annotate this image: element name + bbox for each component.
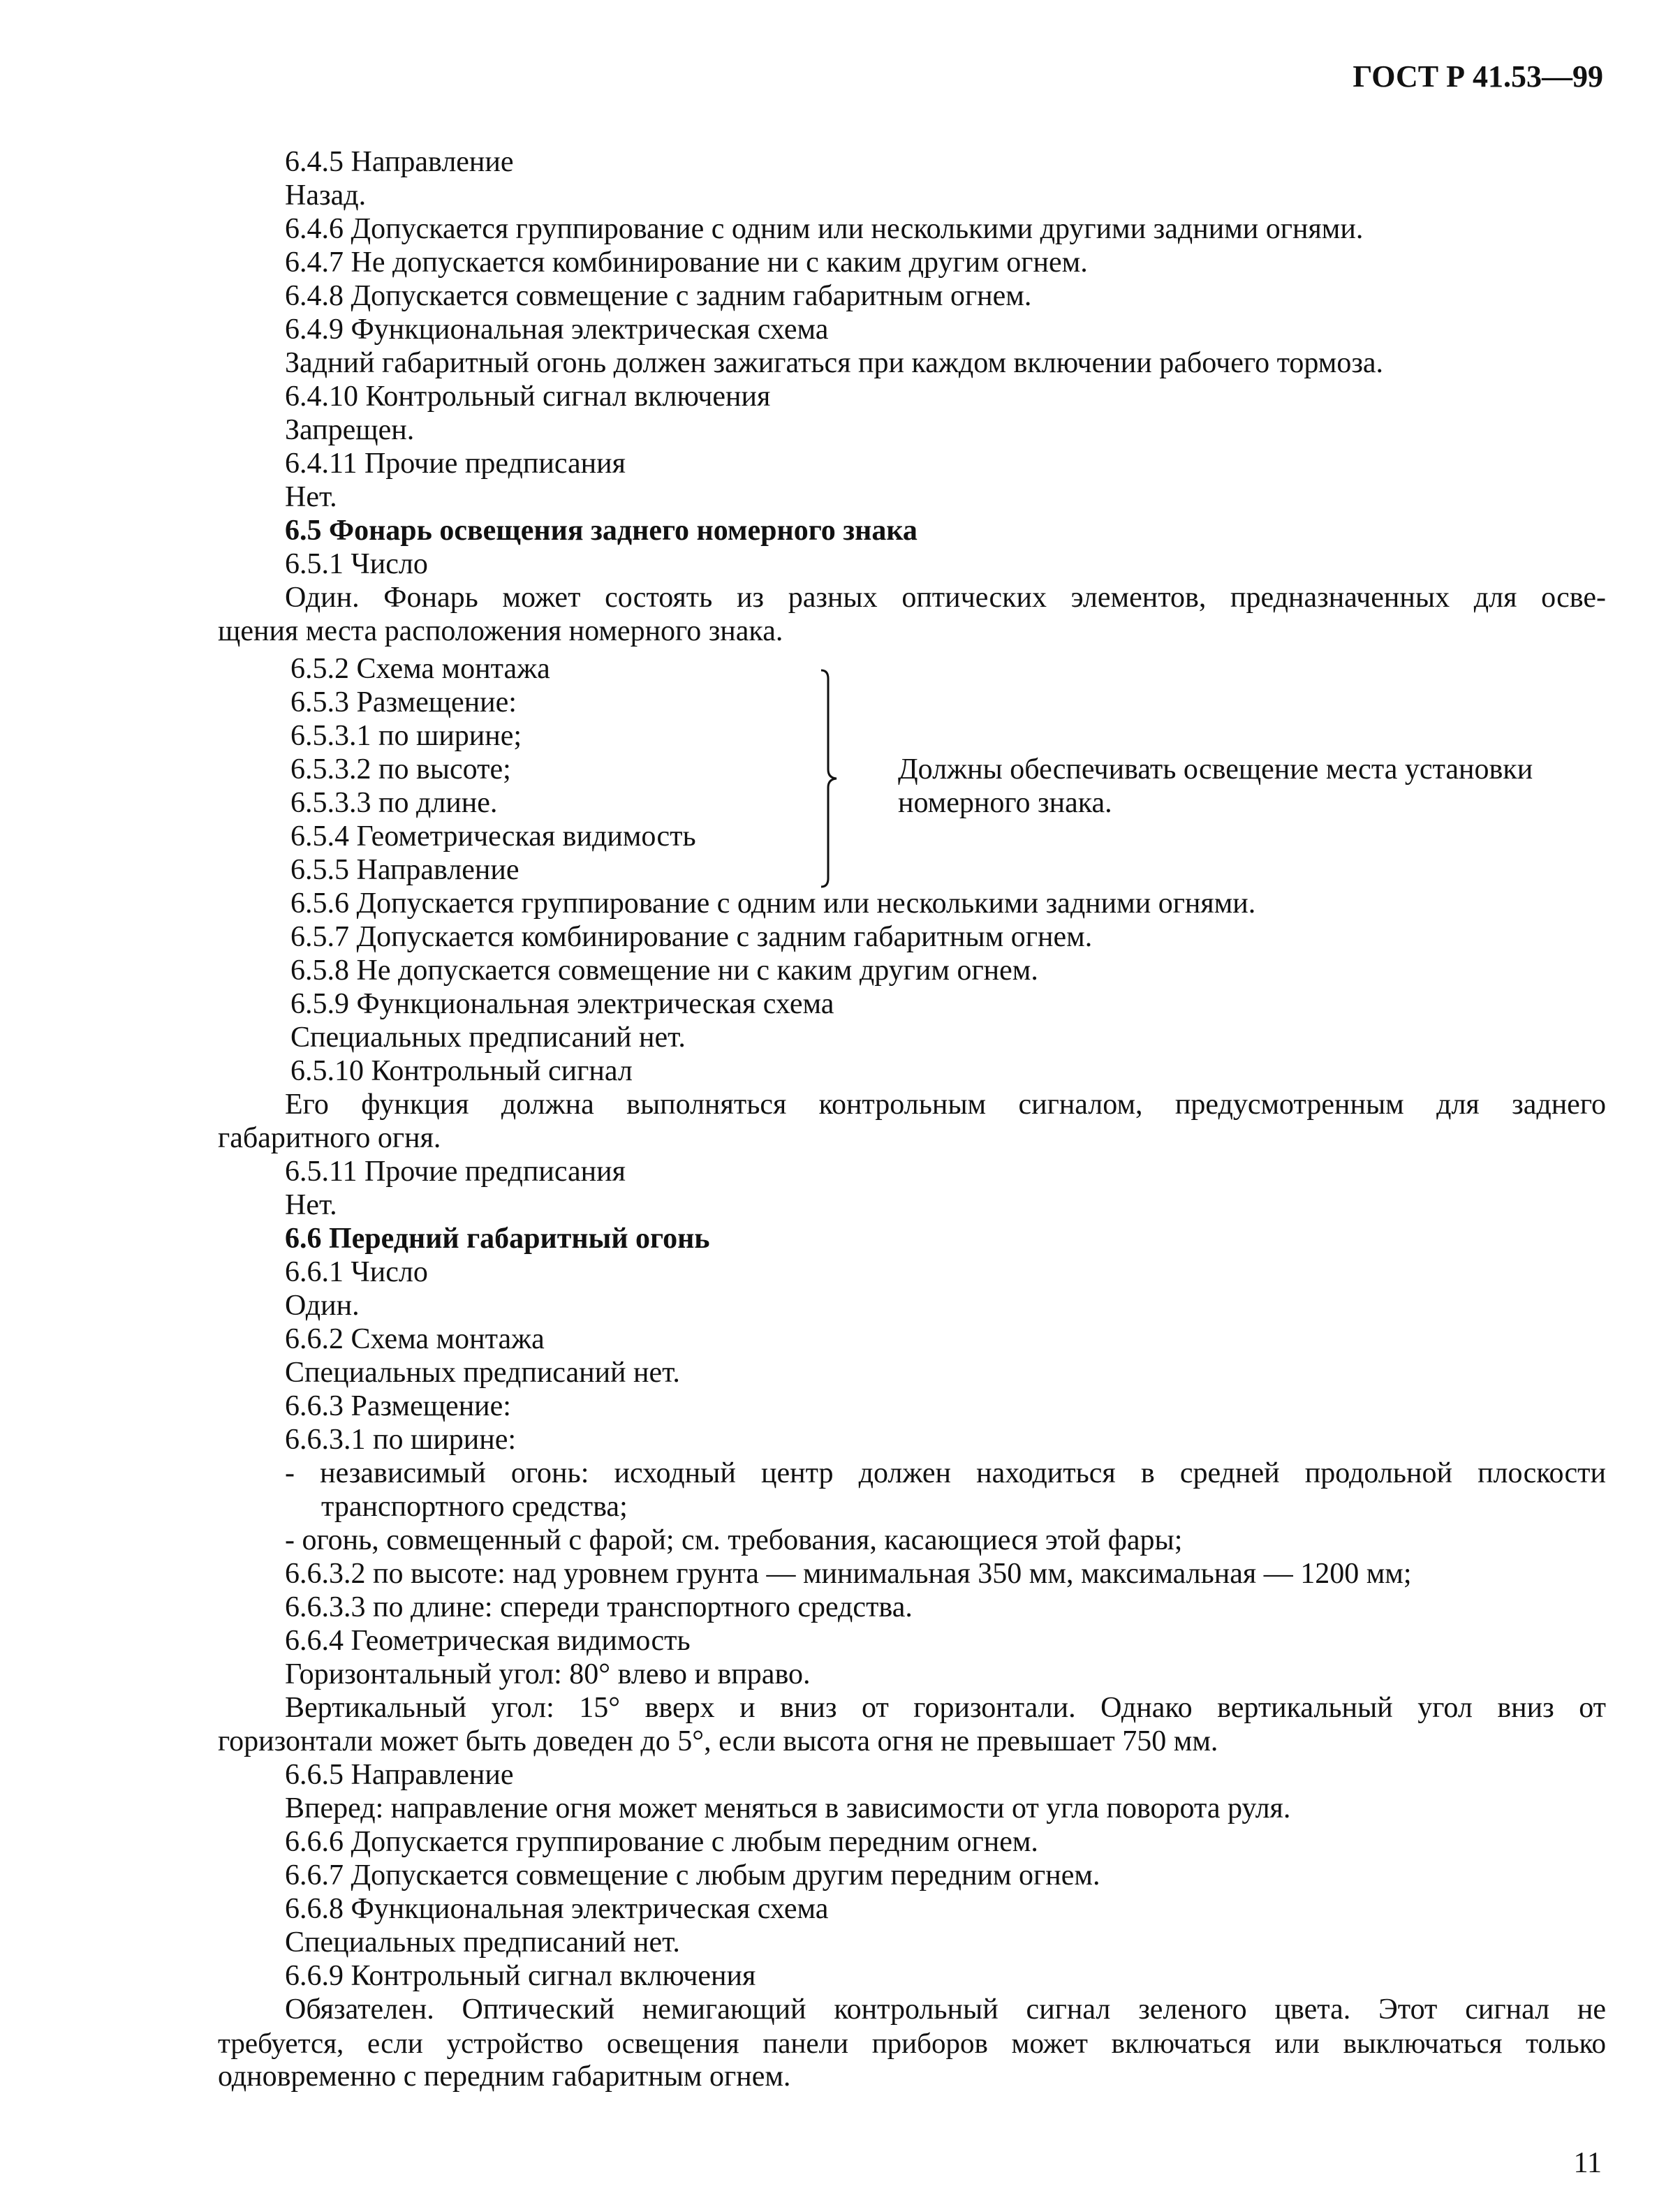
document-header: ГОСТ Р 41.53—99 — [1353, 59, 1603, 94]
clause-6-5-3: 6.5.3 Размещение: — [290, 686, 517, 718]
paragraph-text: Один. Фонарь может состоять из разных оптических элементов, предназначенных для осве- — [285, 582, 1606, 614]
paragraph-text: Специальных предписаний нет. — [290, 1022, 686, 1054]
clause-6-5-10: 6.5.10 Контрольный сигнал — [290, 1055, 633, 1087]
list-item: - независимый огонь: исходный центр должен находиться в средней продольной плоскости — [285, 1457, 1606, 1489]
paragraph-text: щения места расположения номерного знака. — [218, 615, 783, 647]
paragraph-text: Один. — [285, 1290, 360, 1322]
paragraph-text: Вперед: направление огня может меняться в зависимости от угла поворота руля. — [285, 1792, 1291, 1824]
page-number: 11 — [1573, 2147, 1602, 2179]
clause-6-5-3-2: 6.5.3.2 по высоте; — [290, 753, 511, 786]
brace-note-line-2: номерного знака. — [898, 787, 1112, 819]
clause-6-6-1: 6.6.1 Число — [285, 1256, 428, 1288]
list-item-continuation: транспортного средства; — [321, 1491, 628, 1523]
grouping-brace — [817, 668, 841, 890]
clause-6-6-7: 6.6.7 Допускается совмещение с любым другим передним огнем. — [285, 1859, 1100, 1892]
paragraph-text: габаритного огня. — [218, 1122, 441, 1154]
clause-6-5-7: 6.5.7 Допускается комбинирование с задним габаритным огнем. — [290, 921, 1093, 953]
paragraph-text: Нет. — [285, 481, 337, 513]
clause-6-4-6: 6.4.6 Допускается группирование с одним или несколькими другими задними огнями. — [285, 213, 1364, 245]
clause-6-6-3-1: 6.6.3.1 по ширине: — [285, 1424, 517, 1456]
paragraph-text: Вертикальный угол: 15° вверх и вниз от горизонтали. Однако вертикальный угол вниз от — [285, 1692, 1606, 1724]
paragraph-text: Нет. — [285, 1189, 337, 1221]
paragraph-text: Горизонтальный угол: 80° влево и вправо. — [285, 1658, 811, 1690]
clause-6-5-1: 6.5.1 Число — [285, 548, 428, 580]
section-heading-6-6: 6.6 Передний габаритный огонь — [285, 1223, 710, 1255]
clause-6-6-3-3: 6.6.3.3 по длине: спереди транспортного средства. — [285, 1591, 913, 1623]
clause-6-6-4: 6.6.4 Геометрическая видимость — [285, 1625, 691, 1657]
clause-6-6-3-2: 6.6.3.2 по высоте: над уровнем грунта — минимальная 350 мм, максимальная — 1200 мм; — [285, 1558, 1412, 1590]
paragraph-text: горизонтали может быть доведен до 5°, если высота огня не превышает 750 мм. — [218, 1725, 1218, 1757]
clause-6-4-11: 6.4.11 Прочие предписания — [285, 448, 626, 480]
paragraph-text: Специальных предписаний нет. — [285, 1357, 680, 1389]
clause-6-4-7: 6.4.7 Не допускается комбинирование ни с каким другим огнем. — [285, 246, 1088, 279]
paragraph-text: Специальных предписаний нет. — [285, 1926, 680, 1959]
paragraph-text: Обязателен. Оптический немигающий контрольный сигнал зеленого цвета. Этот сигнал не — [285, 1993, 1606, 2026]
paragraph-text: требуется, если устройство освещения панели приборов может включаться или выключаться только — [218, 2027, 1606, 2059]
clause-6-5-4: 6.5.4 Геометрическая видимость — [290, 820, 696, 853]
clause-6-6-3: 6.6.3 Размещение: — [285, 1390, 511, 1422]
clause-6-4-9: 6.4.9 Функциональная электрическая схема — [285, 314, 829, 346]
clause-6-5-9: 6.5.9 Функциональная электрическая схема — [290, 988, 834, 1020]
clause-6-5-11: 6.5.11 Прочие предписания — [285, 1156, 626, 1188]
clause-6-5-2: 6.5.2 Схема монтажа — [290, 653, 550, 685]
clause-6-5-3-1: 6.5.3.1 по ширине; — [290, 720, 522, 752]
clause-6-6-6: 6.6.6 Допускается группирование с любым передним огнем. — [285, 1826, 1038, 1858]
paragraph-text: Запрещен. — [285, 414, 415, 446]
section-heading-6-5: 6.5 Фонарь освещения заднего номерного знака — [285, 515, 918, 547]
list-item: - огонь, совмещенный с фарой; см. требования, касающиеся этой фары; — [285, 1524, 1183, 1556]
clause-6-4-8: 6.4.8 Допускается совмещение с задним габаритным огнем. — [285, 280, 1032, 312]
paragraph-text: Его функция должна выполняться контрольным сигналом, предусмотренным для заднего — [285, 1089, 1606, 1121]
paragraph-text: одновременно с передним габаритным огнем. — [218, 2060, 791, 2093]
clause-6-4-5: 6.4.5 Направление — [285, 146, 514, 178]
clause-6-6-5: 6.6.5 Направление — [285, 1759, 514, 1791]
brace-note-line-1: Должны обеспечивать освещение места установки — [898, 753, 1533, 786]
clause-6-4-10: 6.4.10 Контрольный сигнал включения — [285, 381, 771, 413]
clause-6-6-9: 6.6.9 Контрольный сигнал включения — [285, 1960, 756, 1992]
clause-6-5-6: 6.5.6 Допускается группирование с одним или несколькими задними огнями. — [290, 887, 1256, 920]
clause-6-5-8: 6.5.8 Не допускается совмещение ни с каким другим огнем. — [290, 954, 1038, 987]
paragraph-text: Задний габаритный огонь должен зажигаться при каждом включении рабочего тормоза. — [285, 347, 1384, 379]
clause-6-5-5: 6.5.5 Направление — [290, 854, 520, 886]
clause-6-6-2: 6.6.2 Схема монтажа — [285, 1323, 545, 1355]
clause-6-6-8: 6.6.8 Функциональная электрическая схема — [285, 1893, 829, 1925]
paragraph-text: Назад. — [285, 179, 367, 212]
clause-6-5-3-3: 6.5.3.3 по длине. — [290, 787, 498, 819]
